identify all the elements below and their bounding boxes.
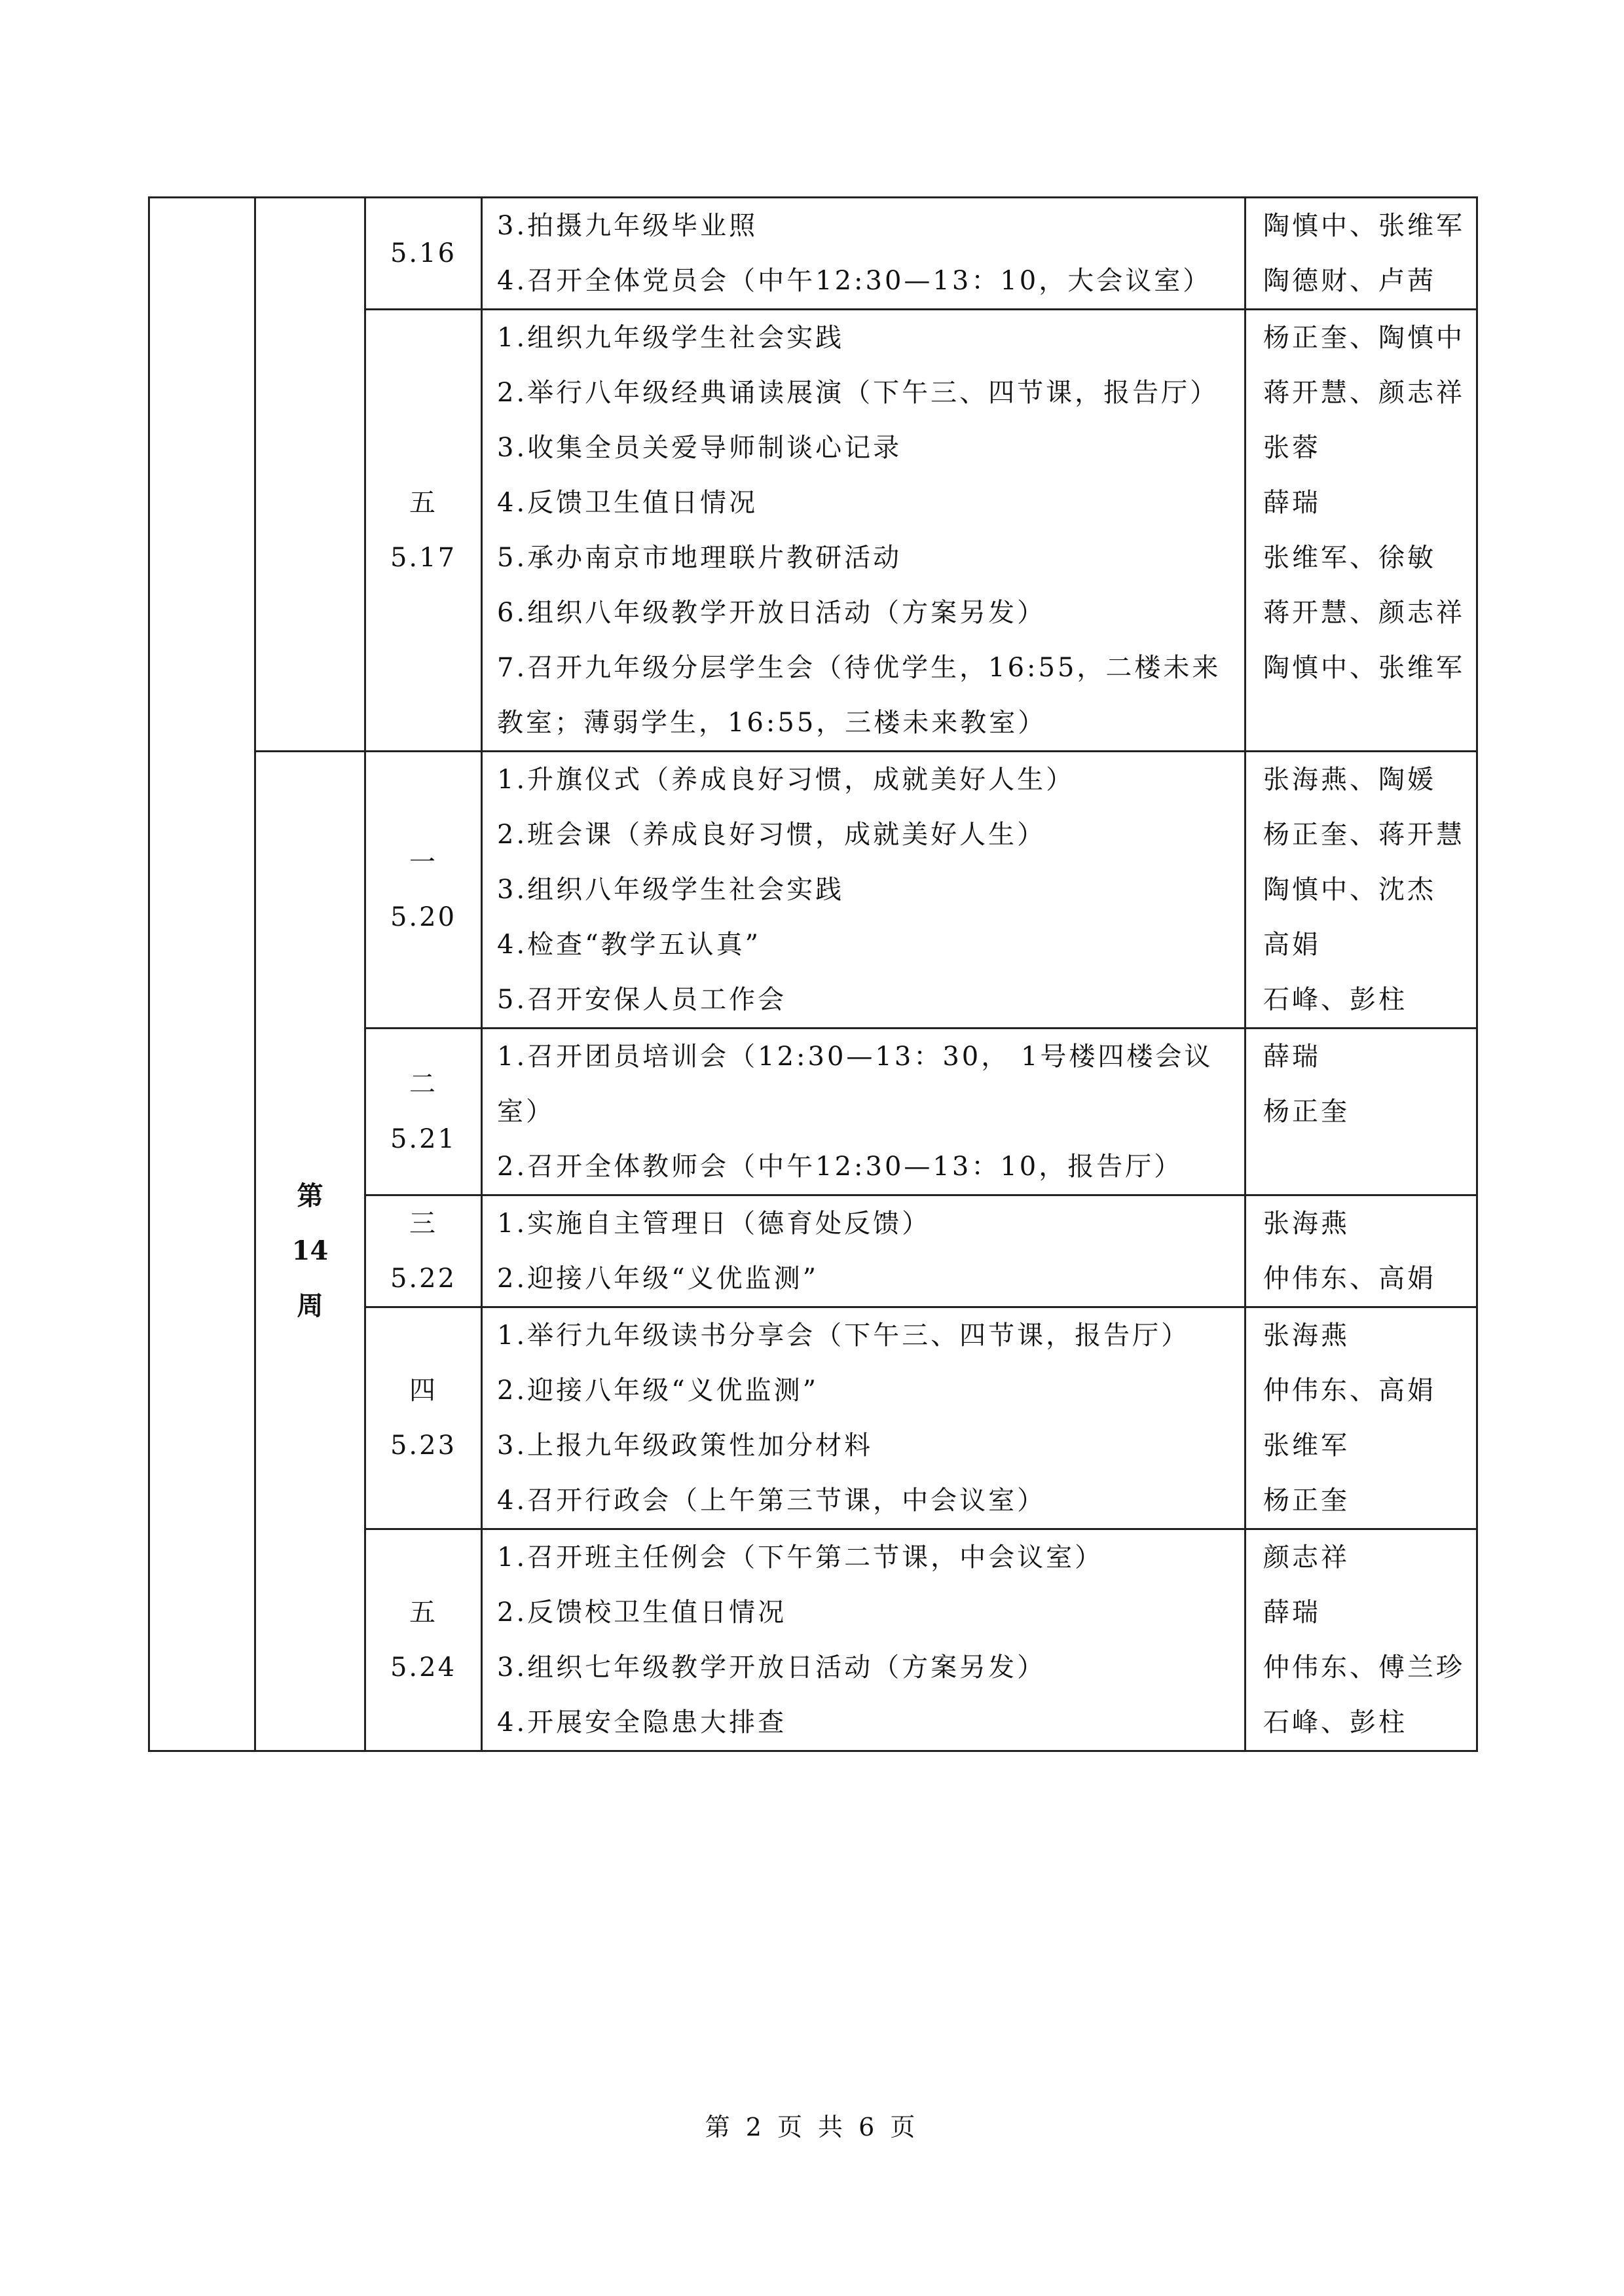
task-cell — [482, 1029, 1246, 1195]
person-item: 陶德财、卢茜 — [1263, 266, 1436, 296]
task-item: 3.组织七年级教学开放日活动（方案另发） — [497, 1652, 1046, 1683]
day-row — [149, 198, 1477, 310]
day-cell — [365, 1529, 482, 1751]
person-item: 陶慎中、张维军 — [1263, 653, 1465, 683]
person-item: 仲伟东、傅兰珍 — [1263, 1652, 1465, 1683]
task-item: 7.召开九年级分层学生会（待优学生，16:55，二楼未来教室；薄弱学生，16:55，三楼未来教室） — [497, 653, 1221, 738]
week-label: 14 — [291, 1235, 329, 1266]
week-label: 周 — [297, 1290, 323, 1321]
task-item: 2.班会课（养成良好习惯，成就美好人生） — [497, 820, 1046, 850]
day-cell — [365, 310, 482, 752]
task-cell — [482, 198, 1246, 310]
date-label: 5.22 — [390, 1264, 457, 1294]
person-cell — [1246, 198, 1477, 310]
blank-column-cell — [149, 198, 255, 1751]
task-item: 1.召开班主任例会（下午第二节课，中会议室） — [497, 1542, 1104, 1573]
task-item: 2.反馈校卫生值日情况 — [497, 1597, 787, 1628]
person-item: 薛瑞 — [1263, 488, 1321, 518]
date-label: 5.24 — [390, 1652, 457, 1683]
person-item: 仲伟东、高娟 — [1263, 1376, 1436, 1406]
person-item: 陶慎中、沈杰 — [1263, 875, 1436, 905]
day-row — [149, 752, 1477, 1029]
task-item: 1.举行九年级读书分享会（下午三、四节课，报告厅） — [497, 1321, 1190, 1351]
person-item: 颜志祥 — [1263, 1542, 1350, 1573]
task-item: 4.检查“教学五认真” — [497, 930, 762, 960]
person-item: 张海燕 — [1263, 1321, 1350, 1351]
day-cell — [365, 752, 482, 1029]
person-cell — [1246, 1307, 1477, 1529]
task-item: 4.召开行政会（上午第三节课，中会议室） — [497, 1485, 1046, 1516]
task-item: 1.召开团员培训会（12:30—13：30， 1号楼四楼会议室） — [497, 1042, 1213, 1127]
task-cell — [482, 752, 1246, 1029]
person-item: 张维军 — [1263, 1430, 1350, 1461]
person-item: 张海燕、陶媛 — [1263, 765, 1436, 795]
task-item: 4.召开全体党员会（中午12:30—13：10，大会议室） — [497, 266, 1212, 296]
person-item: 杨正奎 — [1263, 1097, 1350, 1127]
person-item: 杨正奎 — [1263, 1485, 1350, 1516]
person-cell — [1246, 310, 1477, 752]
person-item: 杨正奎、陶慎中 — [1263, 323, 1465, 353]
week-label: 第 — [297, 1180, 323, 1211]
week-cell — [255, 752, 365, 1751]
person-item: 石峰、彭柱 — [1263, 985, 1407, 1015]
task-item: 2.迎接八年级“义优监测” — [497, 1264, 819, 1294]
task-cell — [482, 310, 1246, 752]
task-item: 3.上报九年级政策性加分材料 — [497, 1430, 874, 1461]
person-item: 仲伟东、高娟 — [1263, 1264, 1436, 1294]
person-item: 石峰、彭柱 — [1263, 1707, 1407, 1738]
person-item: 蒋开慧、颜志祥 — [1263, 598, 1465, 628]
weekday-label: 五 — [409, 488, 437, 518]
person-item: 张蓉 — [1263, 433, 1321, 463]
task-item: 4.反馈卫生值日情况 — [497, 488, 758, 518]
person-item: 陶慎中、张维军 — [1263, 211, 1465, 241]
prev-week-cell — [255, 198, 365, 752]
task-item: 3.收集全员关爱导师制谈心记录 — [497, 433, 902, 463]
weekday-label: 三 — [409, 1209, 437, 1239]
weekday-label: 一 — [409, 847, 437, 877]
day-cell — [365, 1029, 482, 1195]
date-label: 5.20 — [390, 902, 457, 932]
task-cell — [482, 1195, 1246, 1307]
task-item: 2.举行八年级经典诵读展演（下午三、四节课，报告厅） — [497, 378, 1219, 408]
task-cell — [482, 1529, 1246, 1751]
task-item: 1.组织九年级学生社会实践 — [497, 323, 845, 353]
day-cell — [365, 198, 482, 310]
person-item: 蒋开慧、颜志祥 — [1263, 378, 1465, 408]
task-cell — [482, 1307, 1246, 1529]
person-item: 薛瑞 — [1263, 1042, 1321, 1072]
day-cell — [365, 1195, 482, 1307]
task-item: 5.召开安保人员工作会 — [497, 985, 787, 1015]
person-cell — [1246, 1195, 1477, 1307]
date-label: 5.16 — [390, 238, 457, 268]
date-label: 5.17 — [390, 543, 457, 573]
task-item: 2.召开全体教师会（中午12:30—13：10，报告厅） — [497, 1152, 1183, 1182]
person-cell — [1246, 752, 1477, 1029]
task-item: 2.迎接八年级“义优监测” — [497, 1376, 819, 1406]
person-cell — [1246, 1529, 1477, 1751]
schedule-table — [148, 196, 1478, 1752]
task-item: 1.升旗仪式（养成良好习惯，成就美好人生） — [497, 765, 1075, 795]
task-item: 4.开展安全隐患大排查 — [497, 1707, 787, 1738]
day-cell — [365, 1307, 482, 1529]
person-item: 薛瑞 — [1263, 1597, 1321, 1628]
weekday-label: 二 — [409, 1069, 437, 1099]
task-item: 3.组织八年级学生社会实践 — [497, 875, 845, 905]
person-item: 高娟 — [1263, 930, 1321, 960]
person-item: 张维军、徐敏 — [1263, 543, 1436, 573]
weekday-label: 五 — [409, 1597, 437, 1628]
task-item: 5.承办南京市地理联片教研活动 — [497, 543, 902, 573]
task-item: 1.实施自主管理日（德育处反馈） — [497, 1209, 931, 1239]
date-label: 5.23 — [390, 1430, 457, 1461]
person-item: 杨正奎、蒋开慧 — [1263, 820, 1465, 850]
person-item: 张海燕 — [1263, 1209, 1350, 1239]
person-cell — [1246, 1029, 1477, 1195]
weekday-label: 四 — [409, 1376, 437, 1406]
task-item: 3.拍摄九年级毕业照 — [497, 211, 758, 241]
person-spacer — [1263, 695, 1459, 750]
page-footer: 第 2 页 共 6 页 — [705, 2113, 919, 2141]
date-label: 5.21 — [390, 1124, 457, 1154]
task-item: 6.组织八年级教学开放日活动（方案另发） — [497, 598, 1046, 628]
